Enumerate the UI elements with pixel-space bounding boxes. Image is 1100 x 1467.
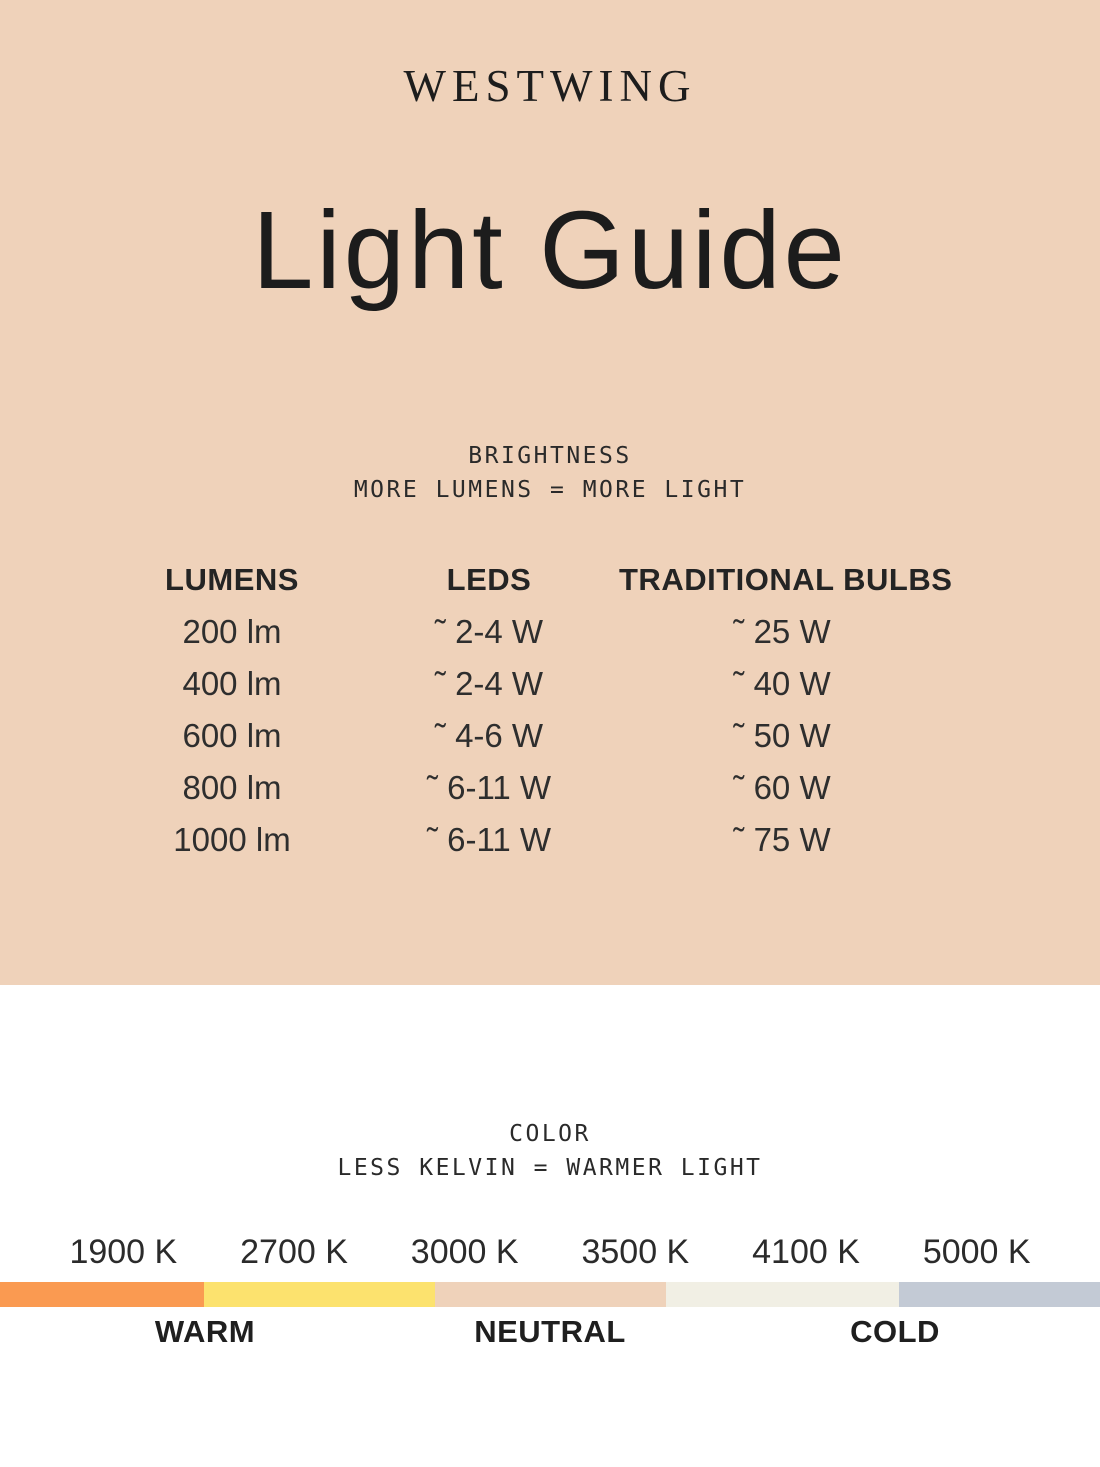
page-title: Light Guide	[252, 189, 848, 312]
brightness-heading: BRIGHTNESS	[468, 442, 632, 469]
color-scale-segment	[899, 1282, 1100, 1307]
kelvin-label: 4100 K	[752, 1233, 860, 1271]
table-row	[105, 606, 945, 658]
temperature-labels	[0, 1316, 1100, 1347]
cell-bulbs: ˜ 60 W	[733, 768, 831, 806]
cell-leds: ˜ 2-4 W	[434, 612, 544, 650]
cell-bulbs: ˜ 75 W	[733, 820, 831, 858]
kelvin-label: 5000 K	[922, 1233, 1031, 1271]
brightness-subheading: MORE LUMENS = MORE LIGHT	[353, 476, 747, 503]
color-intro	[0, 985, 1100, 1185]
color-scale-segment	[435, 1282, 666, 1307]
table-header-row	[105, 561, 953, 599]
table-header-cell: TRADITIONAL BULBS	[619, 561, 953, 597]
temperature-label: WARM	[154, 1314, 256, 1349]
lumens-table	[105, 561, 953, 866]
brand-logo: WESTWING	[403, 61, 697, 111]
cell-leds: ˜ 6-11 W	[426, 820, 552, 858]
kelvin-scale-labels	[0, 1235, 1100, 1269]
cell-lumens: 1000 lm	[173, 820, 291, 858]
table-header-cell: LEDS	[446, 561, 532, 597]
cell-bulbs: ˜ 50 W	[733, 716, 831, 754]
color-scale-segment	[0, 1282, 204, 1307]
table-row	[105, 814, 945, 866]
cell-lumens: 600 lm	[182, 716, 282, 754]
cell-bulbs: ˜ 25 W	[733, 612, 831, 650]
kelvin-label: 2700 K	[240, 1233, 348, 1271]
cell-lumens: 200 lm	[182, 612, 282, 650]
cell-lumens: 400 lm	[182, 664, 282, 702]
cell-lumens: 800 lm	[182, 768, 282, 806]
table-body	[105, 606, 945, 866]
color-scale-segment	[204, 1282, 435, 1307]
cell-leds: ˜ 4-6 W	[434, 716, 544, 754]
temperature-label: NEUTRAL	[474, 1314, 626, 1349]
cell-leds: ˜ 6-11 W	[426, 768, 552, 806]
cell-bulbs: ˜ 40 W	[733, 664, 831, 702]
table-row	[105, 710, 945, 762]
brightness-intro	[0, 439, 1100, 507]
color-section	[0, 985, 1100, 1467]
cell-leds: ˜ 2-4 W	[434, 664, 544, 702]
color-heading: COLOR	[509, 1121, 591, 1147]
table-row	[105, 762, 945, 814]
table-row	[105, 658, 945, 710]
color-scale-segment	[666, 1282, 899, 1307]
kelvin-label: 3000 K	[410, 1233, 519, 1271]
temperature-label: COLD	[850, 1314, 940, 1349]
kelvin-label: 1900 K	[69, 1233, 178, 1271]
table-header-cell: LUMENS	[165, 561, 299, 597]
kelvin-label: 3500 K	[581, 1233, 690, 1271]
color-temperature-bar	[0, 1282, 1100, 1307]
color-subheading: LESS KELVIN = WARMER LIGHT	[337, 1155, 763, 1181]
